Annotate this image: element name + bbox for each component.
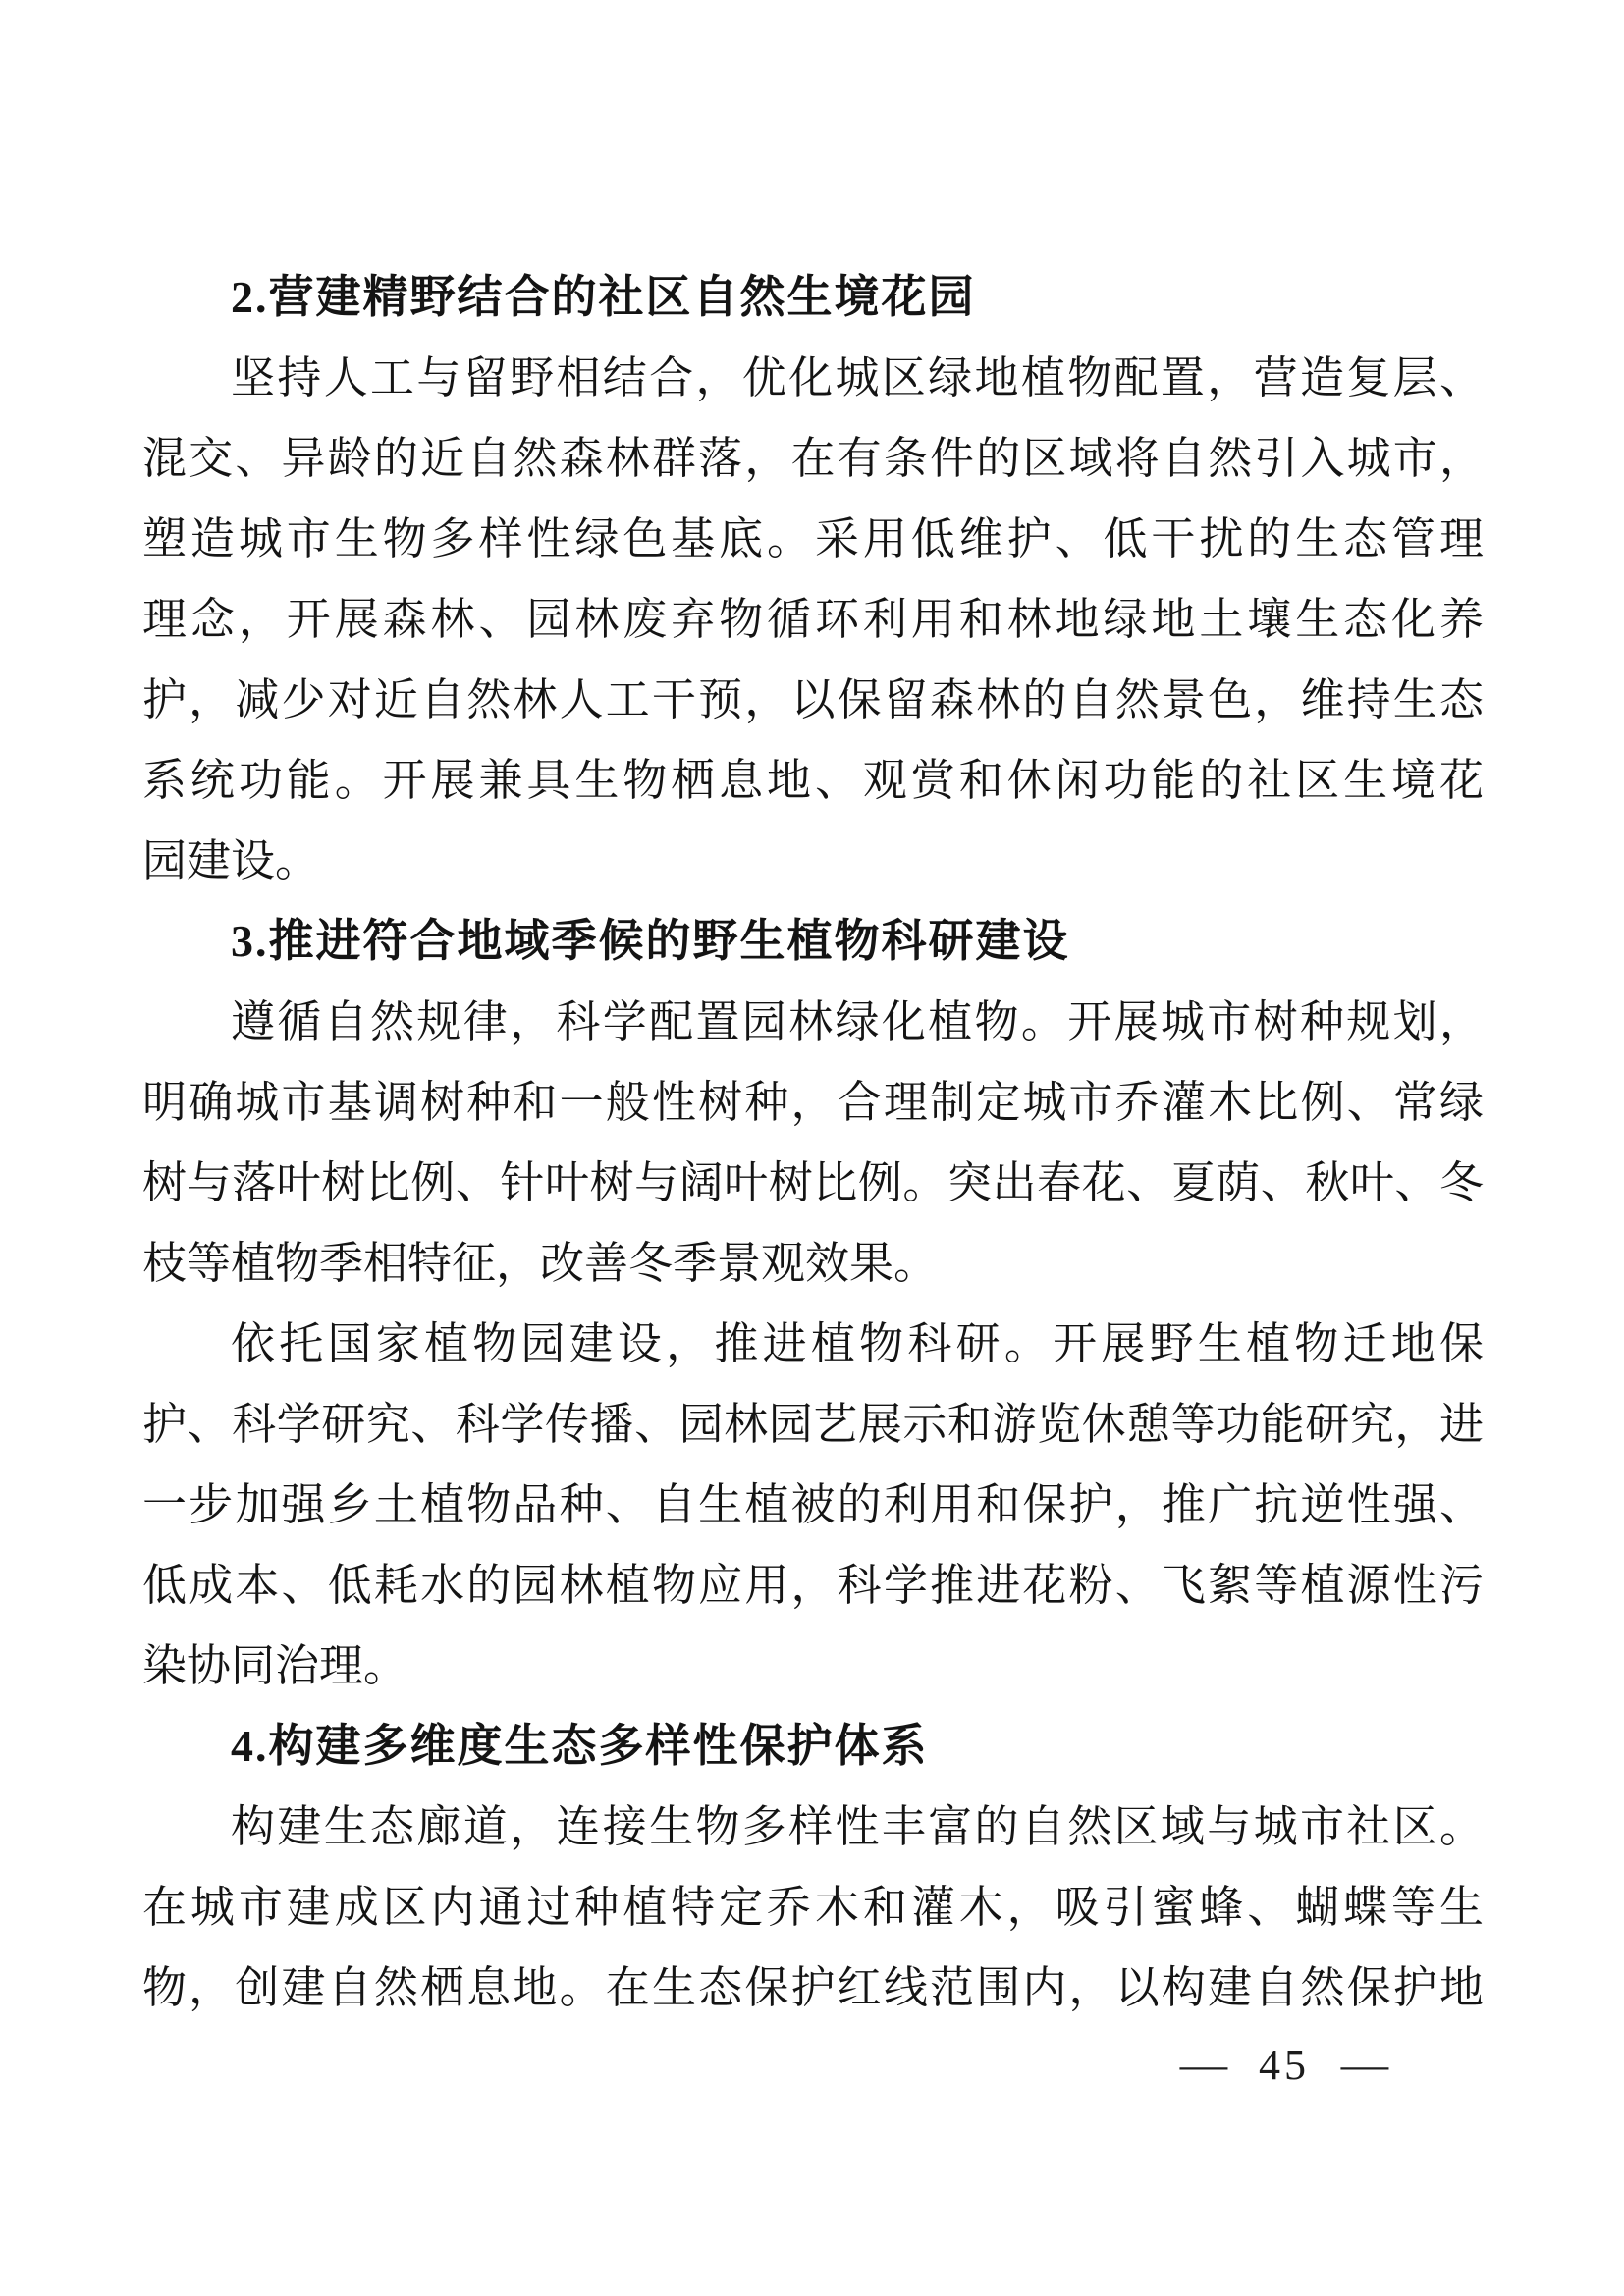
paragraph — [142, 1787, 1484, 2028]
section-heading: 3.推进符合地域季候的野生植物科研建设 — [231, 916, 1070, 966]
text-line: 树与落叶树比例、针叶树与阔叶树比例。突出春花、夏荫、秋叶、冬 — [142, 1158, 1484, 1207]
text-line: 物，创建自然栖息地。在生态保护红线范围内，以构建自然保护地 — [142, 1963, 1484, 2012]
document-body — [142, 257, 1484, 2028]
page-number: 45 — [1259, 2041, 1310, 2089]
text-line: 依托国家植物园建设，推进植物科研。开展野生植物迁地保 — [231, 1319, 1484, 1368]
text-line: 坚持人工与留野相结合，优化城区绿地植物配置，营造复层、 — [231, 353, 1484, 402]
paragraph — [142, 1304, 1484, 1706]
page-footer — [1179, 2040, 1389, 2090]
text-line: 理念，开展森林、园林废弃物循环利用和林地绿地土壤生态化养 — [142, 595, 1484, 644]
text-line: 塑造城市生物多样性绿色基底。采用低维护、低干扰的生态管理 — [142, 514, 1484, 563]
text-line: 遵循自然规律，科学配置园林绿化植物。开展城市树种规划， — [231, 997, 1484, 1046]
footer-dash-left: — — [1179, 2041, 1228, 2089]
section-heading: 2.营建精野结合的社区自然生境花园 — [231, 272, 976, 322]
text-line: 园建设。 — [142, 836, 320, 885]
section-heading: 4.构建多维度生态多样性保护体系 — [231, 1721, 929, 1771]
text-line: 构建生态廊道，连接生物多样性丰富的自然区域与城市社区。 — [231, 1802, 1484, 1851]
text-line: 护，减少对近自然林人工干预，以保留森林的自然景色，维持生态 — [142, 675, 1484, 724]
text-line: 混交、异龄的近自然森林群落，在有条件的区域将自然引入城市， — [142, 434, 1484, 483]
text-line: 系统功能。开展兼具生物栖息地、观赏和休闲功能的社区生境花 — [142, 756, 1484, 805]
footer-dash-right: — — [1340, 2041, 1389, 2089]
text-line: 低成本、低耗水的园林植物应用，科学推进花粉、飞絮等植源性污 — [142, 1561, 1484, 1610]
text-line: 在城市建成区内通过种植特定乔木和灌木，吸引蜜蜂、蝴蝶等生 — [142, 1883, 1484, 1932]
text-line: 护、科学研究、科学传播、园林园艺展示和游览休憩等功能研究，进 — [142, 1400, 1484, 1449]
text-line: 明确城市基调树种和一般性树种，合理制定城市乔灌木比例、常绿 — [142, 1078, 1484, 1127]
paragraph — [142, 338, 1484, 901]
text-line: 一步加强乡土植物品种、自生植被的利用和保护，推广抗逆性强、 — [142, 1480, 1484, 1529]
text-line: 枝等植物季相特征，改善冬季景观效果。 — [142, 1239, 939, 1288]
paragraph — [142, 982, 1484, 1304]
text-line: 染协同治理。 — [142, 1641, 408, 1690]
